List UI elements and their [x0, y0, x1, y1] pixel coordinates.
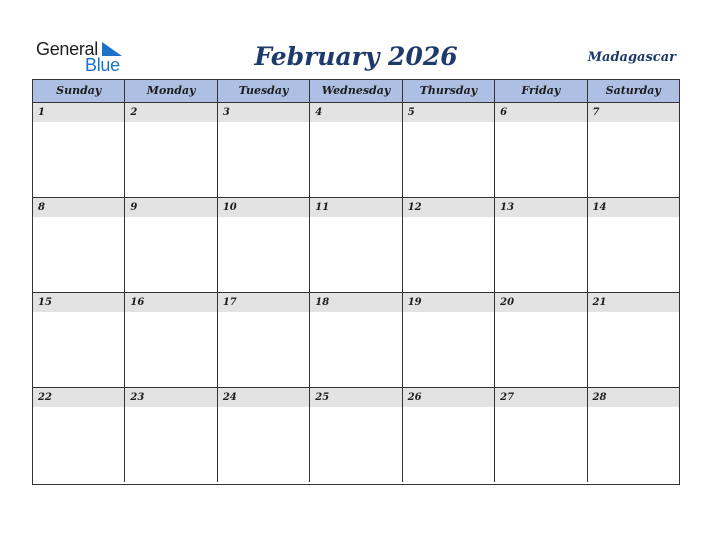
- day-number: 25: [310, 388, 401, 407]
- weekday-header: Sunday: [56, 84, 102, 97]
- weekday-header: Saturday: [587, 80, 679, 102]
- day-number: 20: [495, 293, 586, 312]
- day-cell: [33, 198, 124, 292]
- day-cell: [33, 103, 124, 197]
- day-number: 9: [125, 198, 216, 217]
- weekday-header: Wednesday: [309, 80, 401, 102]
- day-cell: [33, 388, 124, 482]
- day-cell: [217, 198, 309, 292]
- day-cell: [124, 388, 216, 482]
- calendar-grid: [32, 79, 680, 485]
- logo-flag-icon: [102, 42, 122, 56]
- day-number: 7: [588, 103, 679, 122]
- day-cell: [217, 293, 309, 387]
- week-row: [33, 293, 679, 388]
- day-cell: [494, 388, 586, 482]
- day-number: 23: [125, 388, 216, 407]
- day-cell: [217, 103, 309, 197]
- day-number: 22: [33, 388, 124, 407]
- day-cell: [402, 388, 494, 482]
- day-number: 19: [403, 293, 494, 312]
- day-cell: [587, 388, 679, 482]
- day-cell: [494, 293, 586, 387]
- day-number: 18: [310, 293, 401, 312]
- day-number: 26: [403, 388, 494, 407]
- day-number: 17: [218, 293, 309, 312]
- week-row: [33, 198, 679, 293]
- weekday-header: Monday: [124, 80, 216, 102]
- day-cell: [124, 198, 216, 292]
- calendar-title: February 2026: [254, 42, 458, 71]
- day-cell: [402, 293, 494, 387]
- day-cell: [309, 293, 401, 387]
- week-row: [33, 103, 679, 198]
- day-number: 3: [218, 103, 309, 122]
- day-number: 24: [218, 388, 309, 407]
- weekday-header-row: [33, 80, 679, 103]
- day-number: 12: [403, 198, 494, 217]
- day-cell: [124, 293, 216, 387]
- logo-general-text: General: [36, 39, 98, 59]
- country-label: Madagascar: [587, 50, 676, 65]
- day-number: 11: [310, 198, 401, 217]
- day-number: 28: [588, 388, 679, 407]
- day-cell: [402, 198, 494, 292]
- week-row: [33, 388, 679, 482]
- day-number: 27: [495, 388, 586, 407]
- day-number: 6: [495, 103, 586, 122]
- day-cell: [33, 293, 124, 387]
- weekday-header: Friday: [494, 80, 586, 102]
- day-number: 10: [218, 198, 309, 217]
- day-cell: [494, 198, 586, 292]
- day-number: 8: [33, 198, 124, 217]
- day-number: 16: [125, 293, 216, 312]
- weekday-header: Thursday: [402, 80, 494, 102]
- day-cell: [494, 103, 586, 197]
- day-cell: [309, 198, 401, 292]
- day-number: 2: [125, 103, 216, 122]
- day-cell: [587, 103, 679, 197]
- day-cell: [217, 388, 309, 482]
- day-cell: [309, 103, 401, 197]
- day-cell: [309, 388, 401, 482]
- day-cell: [402, 103, 494, 197]
- day-cell: [587, 293, 679, 387]
- day-number: 4: [310, 103, 401, 122]
- day-number: 14: [588, 198, 679, 217]
- day-number: 13: [495, 198, 586, 217]
- logo-blue-text: Blue: [85, 55, 120, 75]
- weekday-header: Tuesday: [217, 80, 309, 102]
- day-cell: [587, 198, 679, 292]
- generalblue-logo: [36, 39, 126, 75]
- day-number: 21: [588, 293, 679, 312]
- day-number: 5: [403, 103, 494, 122]
- day-cell: [124, 103, 216, 197]
- day-number: 1: [33, 103, 124, 122]
- day-number: 15: [33, 293, 124, 312]
